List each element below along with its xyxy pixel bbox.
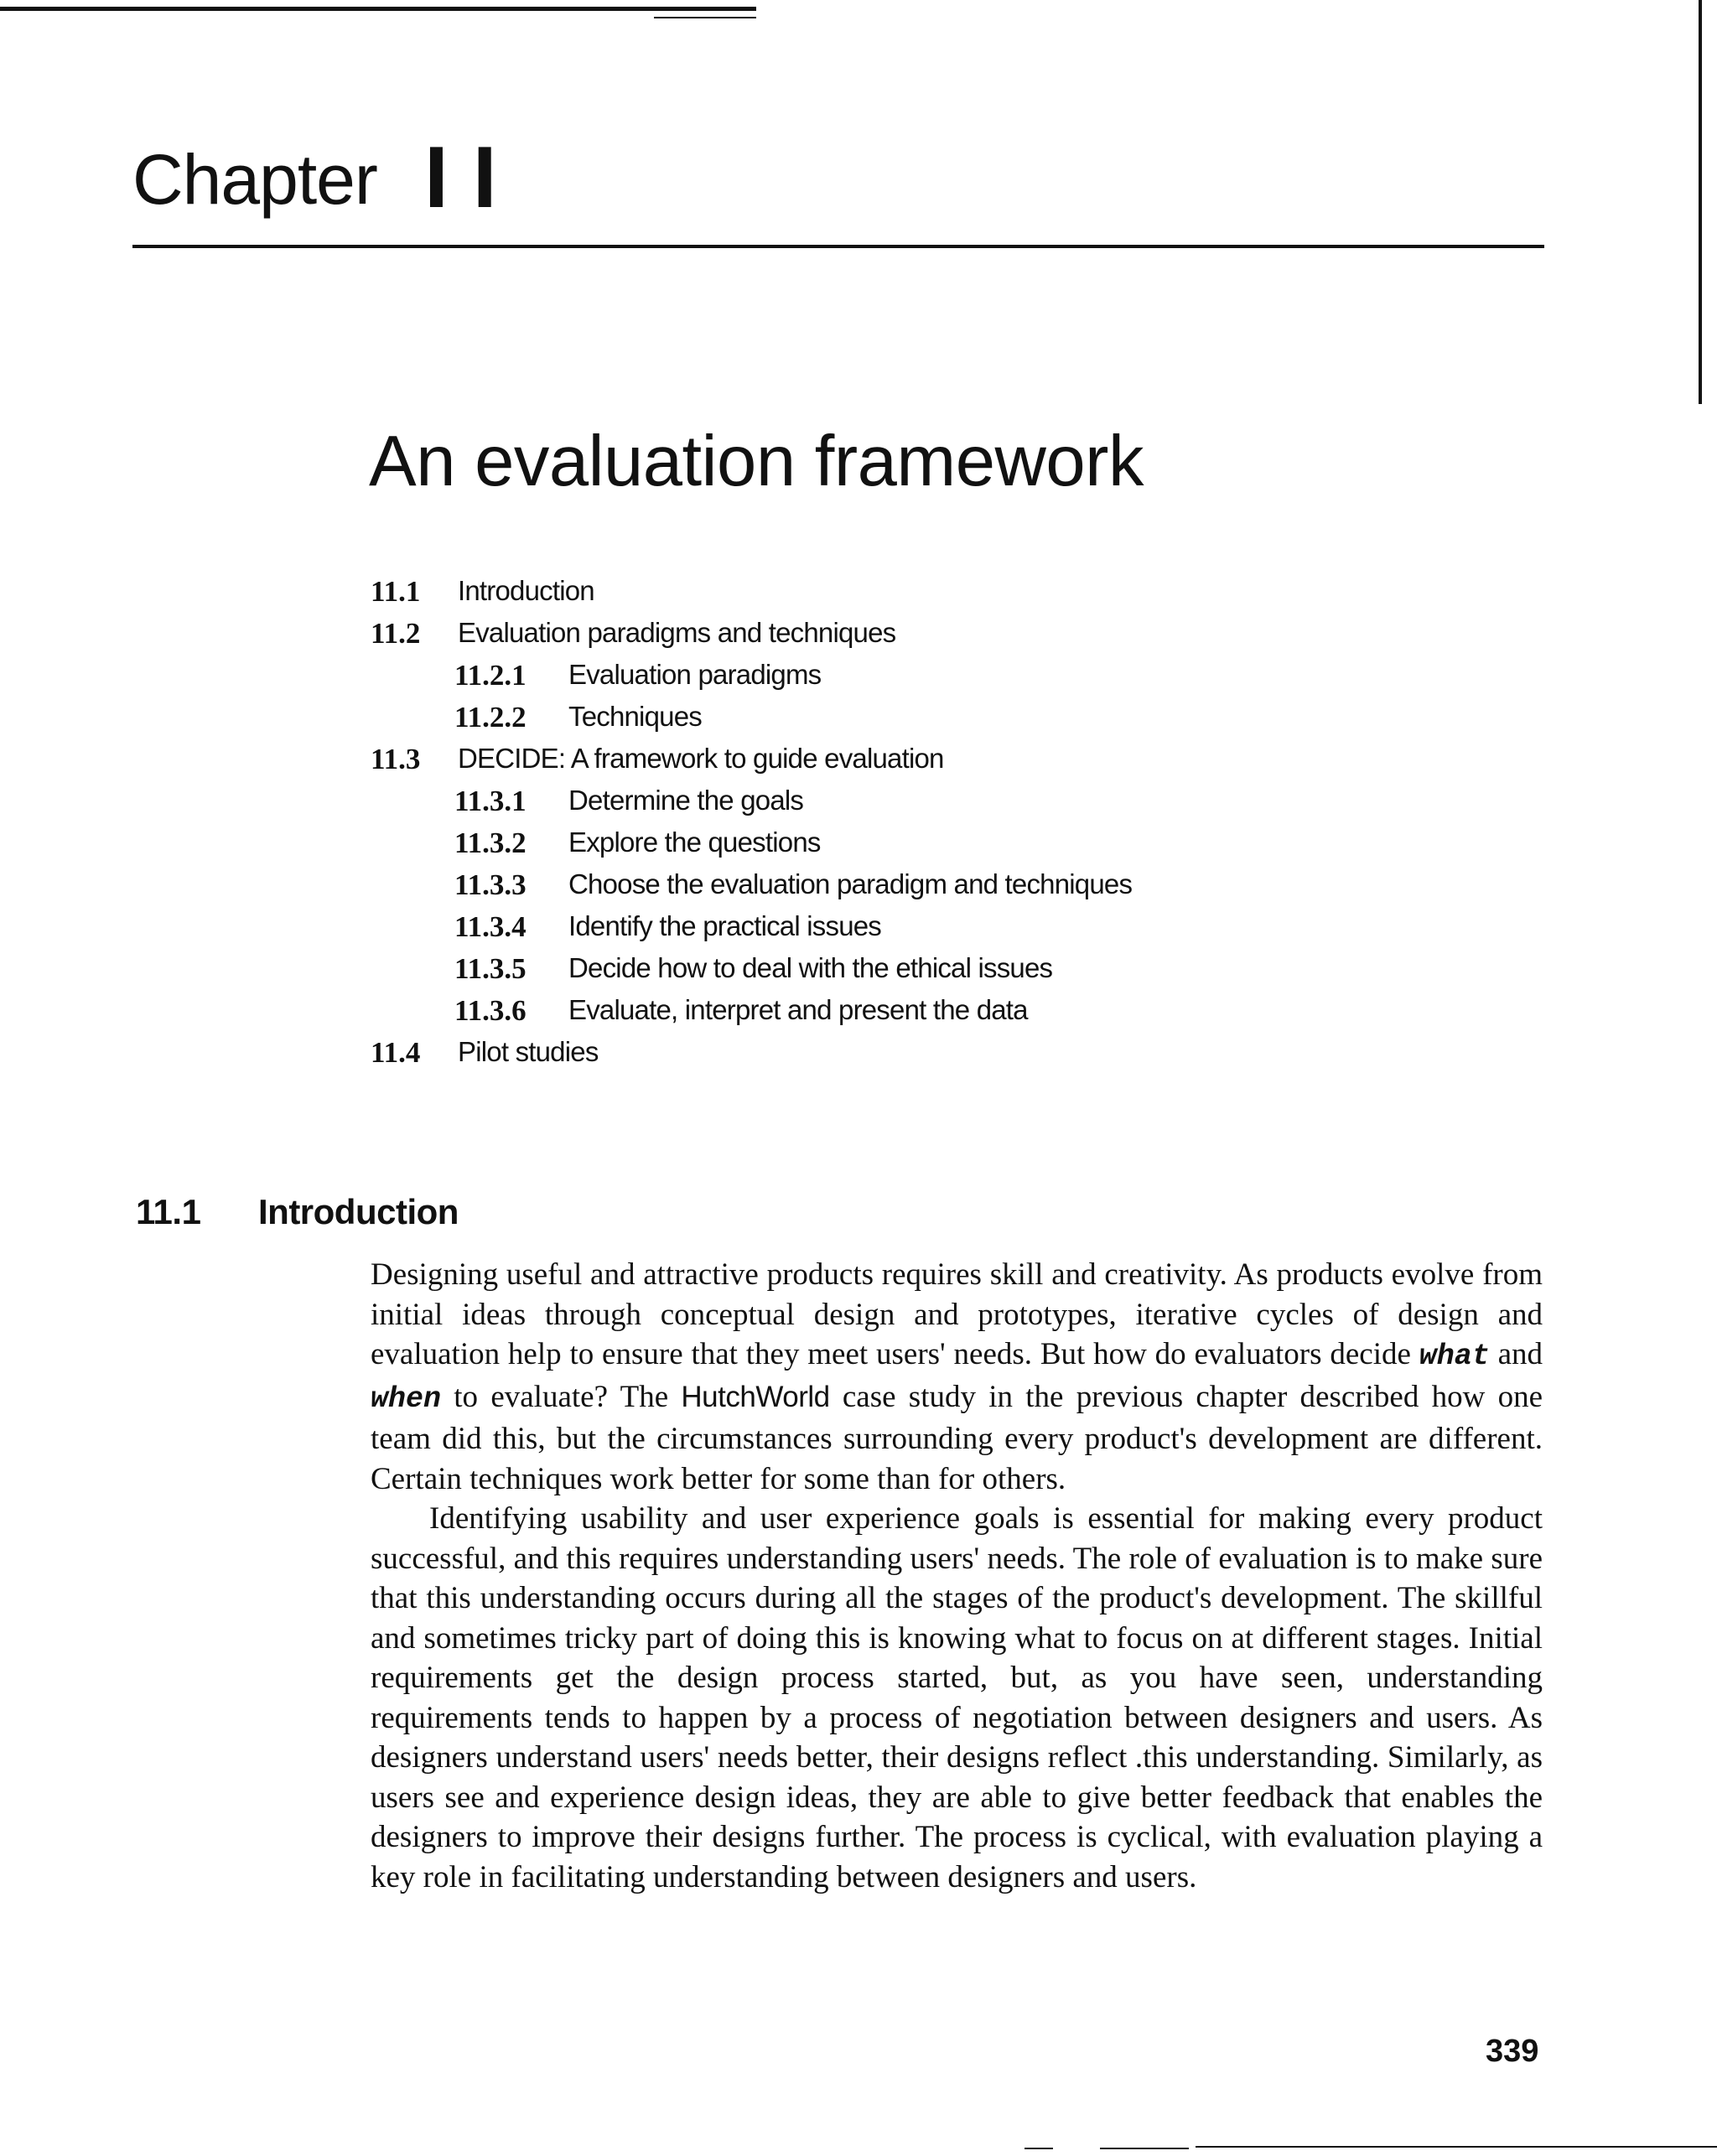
toc-item-number: 11.1 — [371, 575, 421, 608]
toc-item — [371, 617, 896, 656]
emphasis-what: what — [1419, 1340, 1490, 1373]
toc-item-label: Choose the evaluation paradigm and techniques — [568, 868, 1133, 899]
toc-item — [371, 1036, 599, 1075]
toc-item-number: 11.3 — [371, 743, 421, 775]
toc-item-label: Evaluation paradigms — [568, 659, 822, 690]
paragraph: Identifying usability and user experience goals is essential for making every product successful, and this requires understanding users' needs. The role of evaluation is to make sure that this understanding occurs during all the stages of the product's development. The skillful and sometimes tricky part of doing this is knowing what to focus on at different stages. Initial requirements get the design process started, but, as you have seen, understanding requirements tends to happen by a process of negotiation between designers and users. As designers understand users' needs better, their designs reflect .this understanding. Similarly, as users see and experience design ideas, they are able to give better feedback that enables the designers to improve their designs further. The process is cyclical, with evaluation playing a key role in facilitating understanding between designers and users. — [371, 1501, 1543, 1894]
toc-item — [454, 910, 881, 949]
toc-item-number: 11.4 — [371, 1036, 421, 1069]
right-margin-rule — [1699, 0, 1702, 404]
toc-item — [454, 785, 804, 823]
toc-item — [454, 701, 702, 739]
toc-item-label: Decide how to deal with the ethical issues — [568, 952, 1053, 983]
toc-item — [454, 994, 1028, 1033]
toc-item-number: 11.2 — [371, 617, 421, 650]
toc-item-number: 11.3.3 — [454, 868, 527, 901]
top-rule-thin — [654, 17, 756, 18]
chapter-title: An evaluation framework — [369, 422, 1144, 501]
case-study-name: HutchWorld — [681, 1380, 830, 1413]
toc-item-number: 11.2.2 — [454, 701, 527, 733]
chapter-label: Chapter — [132, 140, 377, 219]
toc-item-number: 11.2.1 — [454, 659, 527, 692]
toc-item-label: Pilot studies — [458, 1036, 599, 1067]
toc-item — [454, 952, 1053, 991]
toc-item-label: Determine the goals — [568, 785, 804, 816]
toc-item-number: 11.3.1 — [454, 785, 527, 817]
toc-item — [371, 575, 594, 614]
toc-item — [454, 868, 1133, 907]
toc-item-number: 11.3.5 — [454, 952, 527, 985]
emphasis-when: when — [371, 1381, 442, 1416]
page-number: 339 — [1486, 2034, 1539, 2069]
toc-item-label: Techniques — [568, 701, 702, 732]
body-text — [371, 1255, 1543, 1897]
toc-item-number: 11.3.2 — [454, 827, 527, 859]
section-title: Introduction — [258, 1192, 459, 1231]
top-rule — [0, 7, 756, 11]
bottom-rule-3 — [1196, 2146, 1717, 2148]
toc-item-number: 11.3.6 — [454, 994, 527, 1027]
toc-item-label: Identify the practical issues — [568, 910, 881, 941]
chapter-number: I I — [424, 129, 497, 226]
section-number: 11.1 — [136, 1192, 201, 1231]
toc-item — [454, 659, 822, 697]
toc-item-label: DECIDE: A framework to guide evaluation — [458, 743, 944, 774]
bottom-rule-1 — [1024, 2148, 1053, 2149]
toc-item-number: 11.3.4 — [454, 910, 527, 943]
toc-item-label: Explore the questions — [568, 827, 821, 858]
section-heading — [0, 1192, 1717, 1234]
toc-item-label: Evaluation paradigms and techniques — [458, 617, 896, 648]
toc-item-label: Introduction — [458, 575, 594, 606]
toc-item — [371, 743, 944, 781]
toc-item — [454, 827, 821, 865]
chapter-underline — [132, 245, 1544, 248]
bottom-rule-2 — [1100, 2148, 1189, 2149]
toc-item-label: Evaluate, interpret and present the data — [568, 994, 1028, 1025]
paragraph: Designing useful and attractive products requires skill and creativity. As products evolve from initial ideas through conceptual design and prototypes, iterative cycles of design and evaluation help to ensure that they meet users' needs. But how do evaluators decide what and when to evaluate? The HutchWorld case study in the previous chapter described how one team did this, but the circumstances surrounding every product's development are different. Certain techniques work better for some than for others. — [371, 1257, 1543, 1496]
